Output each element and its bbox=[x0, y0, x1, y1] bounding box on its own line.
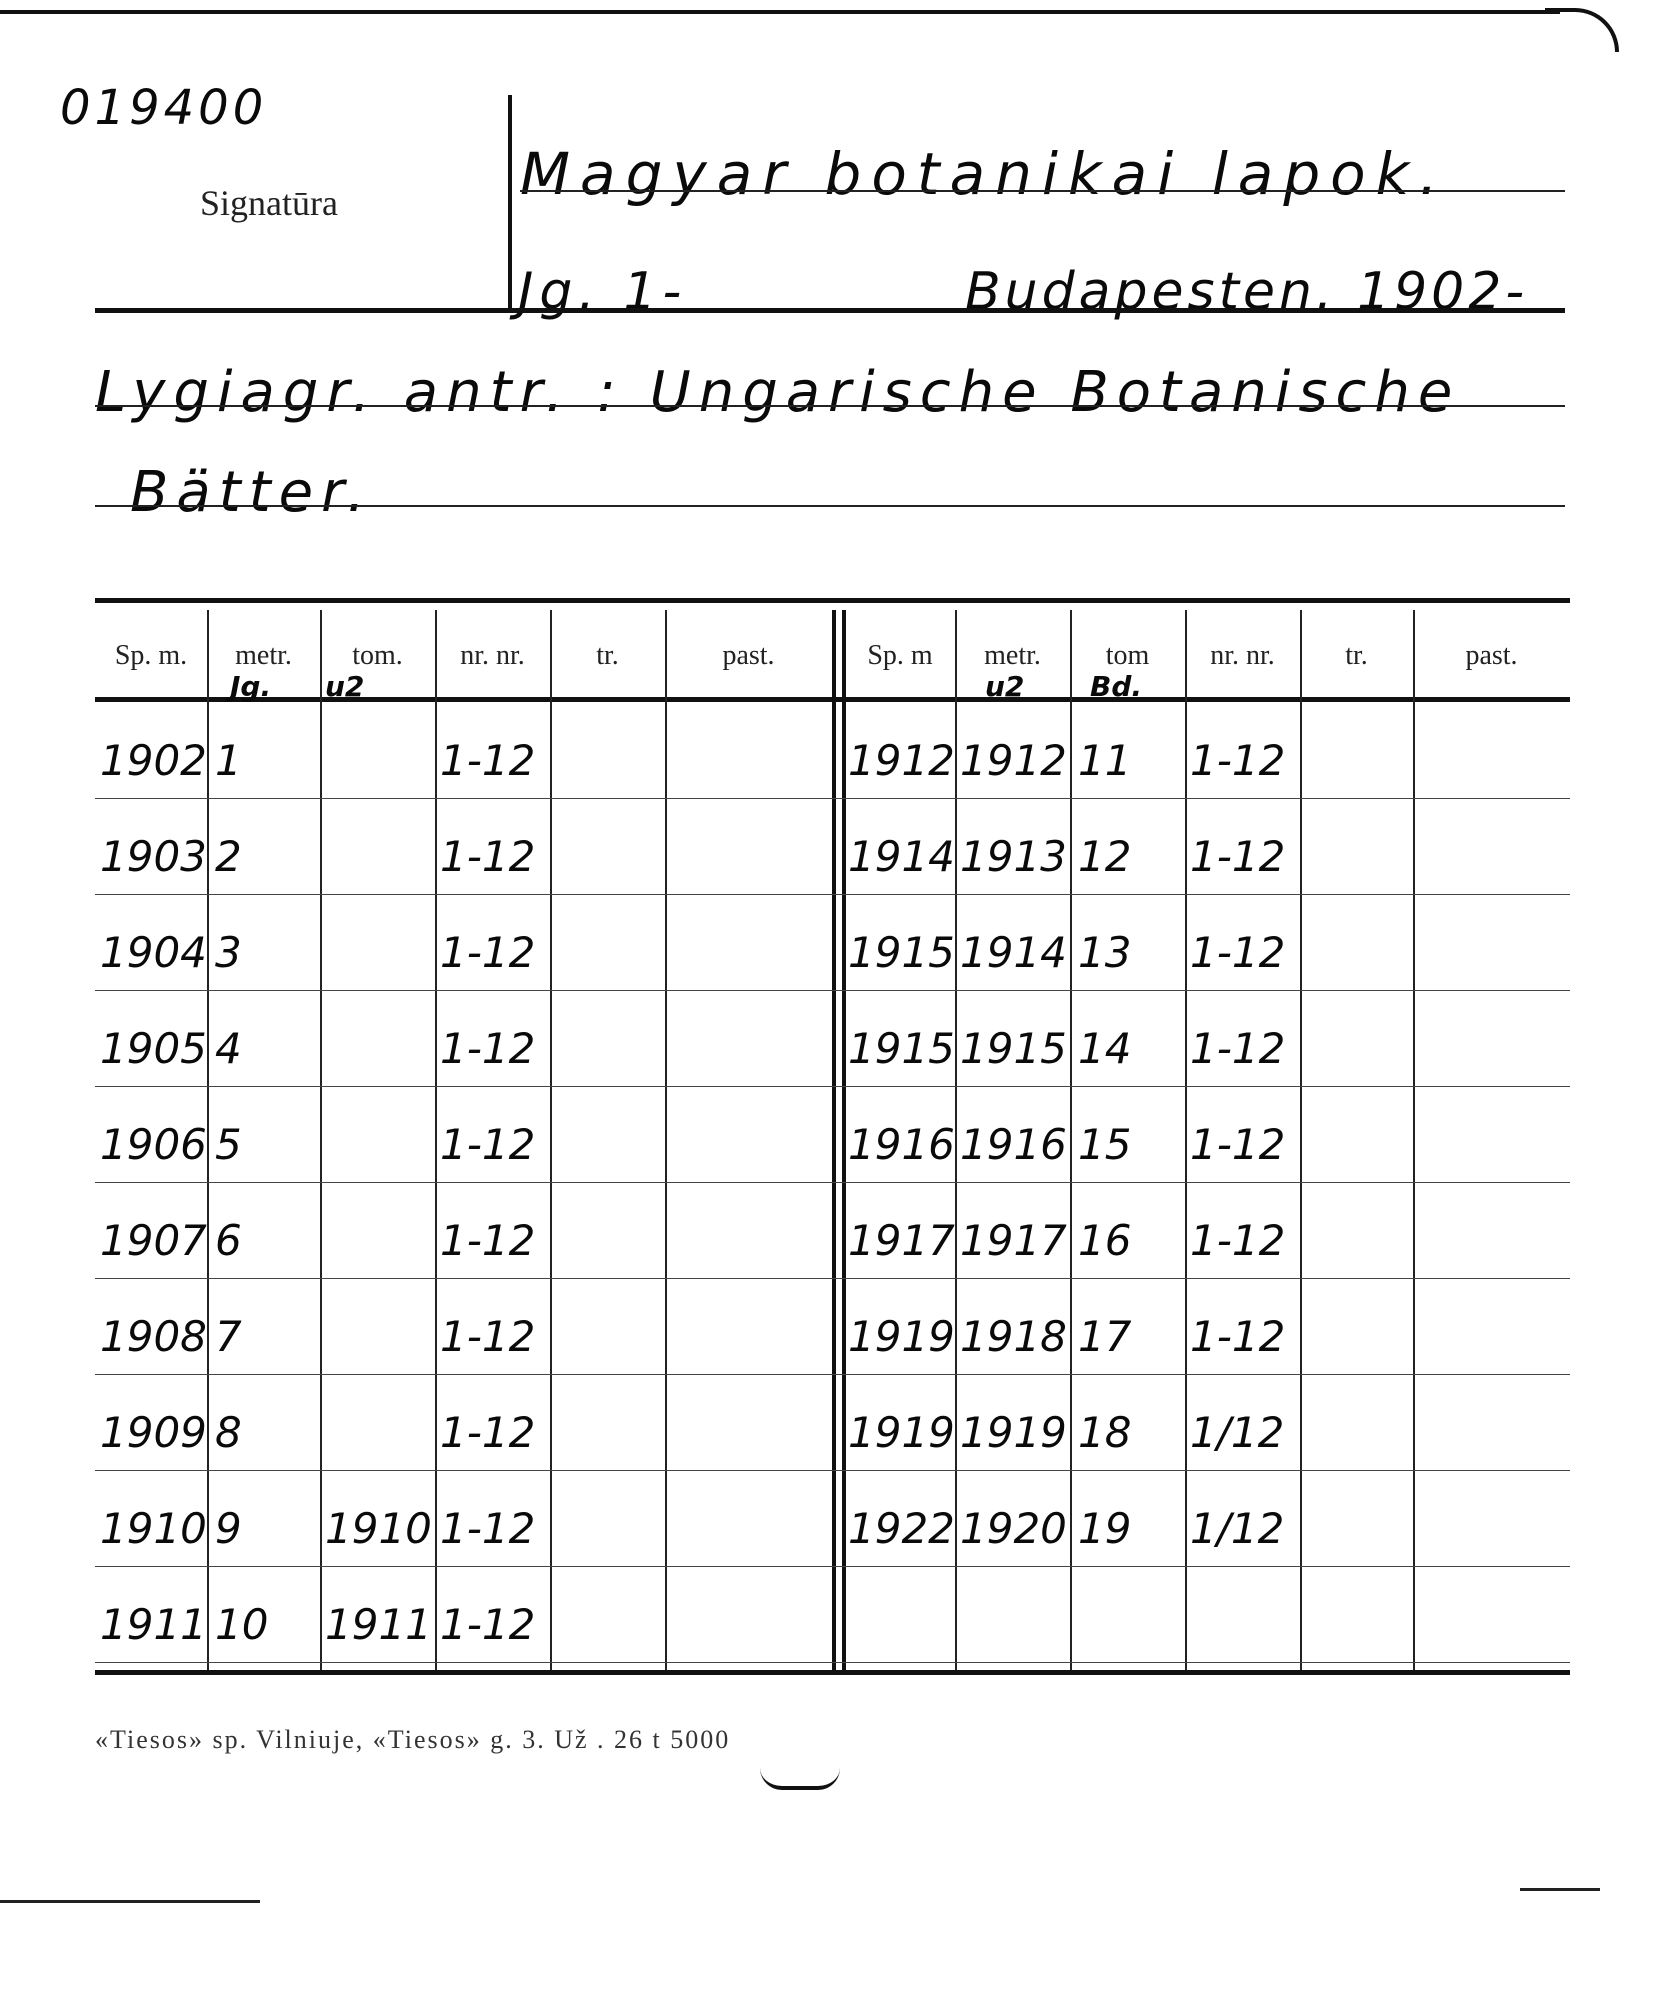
table-cell-tom: 16 bbox=[1078, 1216, 1132, 1265]
title-divider bbox=[508, 95, 512, 310]
table-cell-year: 1909 bbox=[100, 1408, 207, 1457]
card-number: 019400 bbox=[60, 80, 268, 136]
row-rule bbox=[95, 1470, 1570, 1471]
table-cell-nr: 1-12 bbox=[1190, 1120, 1286, 1169]
table-cell-nr: 1-12 bbox=[1190, 1216, 1286, 1265]
table-cell-metr: 1915 bbox=[960, 1024, 1067, 1073]
table-cell-metr: 7 bbox=[215, 1312, 242, 1361]
header-tr: tr. bbox=[596, 640, 619, 671]
table-cell-nr: 1/12 bbox=[1190, 1408, 1285, 1457]
table-cell-year: 1902 bbox=[100, 736, 207, 785]
col-line bbox=[1413, 610, 1415, 1670]
header-metr-right: metr. bbox=[984, 640, 1041, 671]
table-cell-year: 1915 bbox=[848, 1024, 955, 1073]
table-cell-tom: 19 bbox=[1078, 1504, 1132, 1553]
header-past-right: past. bbox=[1465, 640, 1518, 671]
table-cell-tom: 11 bbox=[1078, 736, 1132, 785]
table-cell-tom: 13 bbox=[1078, 928, 1132, 977]
table-cell-year: 1912 bbox=[848, 736, 955, 785]
table-cell-year: 1907 bbox=[100, 1216, 207, 1265]
table-cell-metr: 2 bbox=[215, 832, 242, 881]
header-nr-nr: nr. nr. bbox=[460, 640, 525, 671]
table-cell-nr: 1-12 bbox=[440, 832, 536, 881]
table-cell-metr: 1913 bbox=[960, 832, 1067, 881]
table-cell-year: 1908 bbox=[100, 1312, 207, 1361]
table-cell-year: 1903 bbox=[100, 832, 207, 881]
col-line bbox=[955, 610, 957, 1670]
parallel-title-underline-2 bbox=[95, 505, 1565, 507]
table-cell-nr: 1-12 bbox=[440, 1216, 536, 1265]
col-double-line bbox=[842, 610, 846, 1670]
table-cell-metr: 4 bbox=[215, 1024, 242, 1073]
header-tom-right: tom bbox=[1105, 640, 1150, 671]
table-cell-nr: 1-12 bbox=[440, 928, 536, 977]
volume-line: Jg. 1- bbox=[518, 262, 688, 322]
table-cell-metr: 1914 bbox=[960, 928, 1067, 977]
table-cell-metr: 3 bbox=[215, 928, 242, 977]
header-rule bbox=[95, 308, 1565, 313]
table-cell-metr: 1912 bbox=[960, 736, 1067, 785]
table-cell-metr: 1920 bbox=[960, 1504, 1067, 1553]
table-cell-nr: 1-12 bbox=[440, 1312, 536, 1361]
title-underline bbox=[520, 190, 1565, 192]
col-double-line bbox=[832, 610, 836, 1670]
table-cell-year: 1919 bbox=[848, 1408, 955, 1457]
table-cell-nr: 1-12 bbox=[440, 1600, 536, 1649]
col-line bbox=[435, 610, 437, 1670]
table-cell-nr: 1-12 bbox=[440, 1408, 536, 1457]
table-cell-metr: 8 bbox=[215, 1408, 242, 1457]
table-cell-tom: 1910 bbox=[325, 1504, 432, 1553]
signature-label: Signatūra bbox=[200, 183, 338, 223]
table-cell-nr: 1-12 bbox=[440, 736, 536, 785]
title-line: Magyar botanikai lapok. bbox=[520, 140, 1448, 208]
table-cell-metr: 9 bbox=[215, 1504, 242, 1553]
table-cell-tom: 12 bbox=[1078, 832, 1132, 881]
bottom-edge-mark bbox=[1520, 1888, 1600, 1891]
col-line bbox=[1300, 610, 1302, 1670]
subheader-tom-right: Bd. bbox=[1090, 670, 1143, 703]
table-top-rule bbox=[95, 598, 1570, 603]
header-tr-right: tr. bbox=[1345, 640, 1368, 671]
table-cell-year: 1904 bbox=[100, 928, 207, 977]
header-sp-m: Sp. m. bbox=[114, 640, 188, 671]
parallel-title-line-1: Lygiagr. antr. : Ungarische Botanische bbox=[95, 360, 1461, 425]
table-cell-nr: 1-12 bbox=[440, 1024, 536, 1073]
table-cell-year: 1905 bbox=[100, 1024, 207, 1073]
row-rule bbox=[95, 990, 1570, 991]
table-cell-tom: 17 bbox=[1078, 1312, 1132, 1361]
card-corner bbox=[1545, 8, 1619, 52]
table-cell-nr: 1-12 bbox=[1190, 928, 1286, 977]
table-cell-year: 1917 bbox=[848, 1216, 955, 1265]
table-cell-year: 1916 bbox=[848, 1120, 955, 1169]
parallel-title-line-2: Bätter. bbox=[130, 460, 373, 525]
table-cell-nr: 1/12 bbox=[1190, 1504, 1285, 1553]
header-sp-m-right: Sp. m bbox=[867, 640, 933, 671]
table-cell-year: 1910 bbox=[100, 1504, 207, 1553]
table-cell-metr: 1917 bbox=[960, 1216, 1067, 1265]
col-line bbox=[207, 610, 209, 1670]
col-line bbox=[665, 610, 667, 1670]
card-top-edge bbox=[0, 10, 1560, 14]
footer-mark bbox=[760, 1768, 840, 1790]
table-cell-metr: 1919 bbox=[960, 1408, 1067, 1457]
table-cell-metr: 1916 bbox=[960, 1120, 1067, 1169]
col-line bbox=[1185, 610, 1187, 1670]
table-cell-nr: 1-12 bbox=[440, 1504, 536, 1553]
col-line bbox=[1070, 610, 1072, 1670]
row-rule bbox=[95, 1278, 1570, 1279]
table-cell-nr: 1-12 bbox=[1190, 832, 1286, 881]
row-rule bbox=[95, 1086, 1570, 1087]
table-cell-year: 1919 bbox=[848, 1312, 955, 1361]
parallel-title-underline-1 bbox=[95, 405, 1565, 407]
row-rule bbox=[95, 1374, 1570, 1375]
subheader-metr-right: u2 bbox=[985, 670, 1025, 703]
subheader-metr: Jg. bbox=[230, 670, 272, 703]
table-cell-tom: 1911 bbox=[325, 1600, 432, 1649]
table-bottom-rule bbox=[95, 1670, 1570, 1675]
table-cell-metr: 1918 bbox=[960, 1312, 1067, 1361]
table-cell-nr: 1-12 bbox=[1190, 1024, 1286, 1073]
table-cell-metr: 10 bbox=[215, 1600, 269, 1649]
header-nr-nr-right: nr. nr. bbox=[1210, 640, 1275, 671]
table-cell-year: 1915 bbox=[848, 928, 955, 977]
subheader-tom: u2 bbox=[325, 670, 365, 703]
header-tom: tom. bbox=[352, 640, 403, 671]
table-cell-nr: 1-12 bbox=[1190, 736, 1286, 785]
header-metr: metr. bbox=[235, 640, 292, 671]
table-cell-year: 1922 bbox=[848, 1504, 955, 1553]
table-cell-year: 1906 bbox=[100, 1120, 207, 1169]
table-cell-metr: 1 bbox=[215, 736, 242, 785]
table-cell-tom: 14 bbox=[1078, 1024, 1132, 1073]
table-cell-nr: 1-12 bbox=[440, 1120, 536, 1169]
header-past: past. bbox=[722, 640, 775, 671]
row-rule bbox=[95, 1566, 1570, 1567]
table-cell-metr: 5 bbox=[215, 1120, 242, 1169]
col-line bbox=[320, 610, 322, 1670]
row-rule bbox=[95, 894, 1570, 895]
row-rule bbox=[95, 798, 1570, 799]
table-cell-year: 1914 bbox=[848, 832, 955, 881]
table-cell-tom: 18 bbox=[1078, 1408, 1132, 1457]
table-cell-year: 1911 bbox=[100, 1600, 207, 1649]
row-rule bbox=[95, 1182, 1570, 1183]
table-cell-metr: 6 bbox=[215, 1216, 242, 1265]
place-year: Budapesten. 1902- bbox=[965, 262, 1529, 322]
table-cell-tom: 15 bbox=[1078, 1120, 1132, 1169]
col-line bbox=[550, 610, 552, 1670]
row-rule bbox=[95, 1662, 1570, 1663]
print-footer: «Tiesos» sp. Vilniuje, «Tiesos» g. 3. Už . 26 t 5000 bbox=[95, 1725, 731, 1754]
bottom-edge-mark bbox=[0, 1900, 260, 1903]
table-cell-nr: 1-12 bbox=[1190, 1312, 1286, 1361]
